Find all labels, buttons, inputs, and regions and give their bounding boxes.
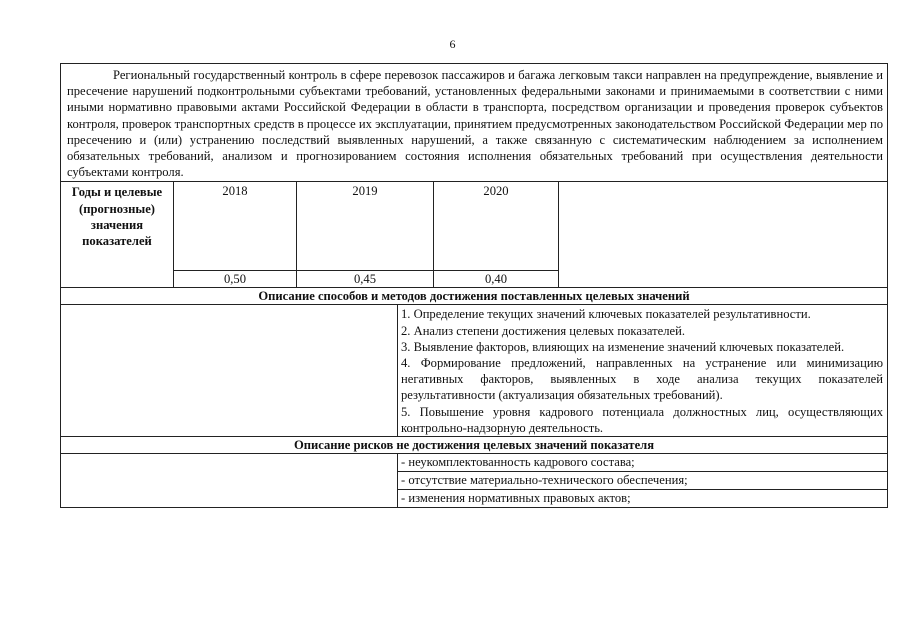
page-number: 6: [449, 37, 456, 51]
methods-row: [61, 305, 887, 437]
document-table: [60, 63, 888, 508]
risk-item: - неукомплектованность кадрового состава;: [398, 454, 887, 472]
target-value-cell: 0,50: [174, 270, 296, 287]
empty-cell: [559, 182, 887, 287]
target-values-row: [61, 182, 887, 288]
method-item: 3. Выявление факторов, влияющих на изменение значений ключевых показателей.: [401, 339, 845, 354]
empty-cell: [61, 305, 398, 436]
methods-heading: Описание способов и методов достижения поставленных целевых значений: [61, 288, 887, 305]
risks-row: [61, 454, 887, 508]
risks-list: [398, 454, 887, 507]
intro-paragraph: Региональный государственный контроль в сфере перевозок пассажиров и багажа легковым такси направлен на предупреждение, выявление и пресечение нарушений подконтрольными субъектами требований, установленных федеральными законами и принимаемыми в соответствии с ними иными нормативно правовыми актами Российской Федерации в области в транспорта, посредством организации и проведения проверок субъектов контроля, проверок транспортных средств в процессе их эксплуатации, принятием предусмотренных законодательством Российской Федерации мер по пресечению и (или) устранению последствий выявленных нарушений, а также связанную с систематическим наблюдением за исполнением обязательных требований, анализом и прогнозированием состояния исполнения обязательных требований при осуществления деятельности субъектами контроля.: [67, 68, 883, 180]
method-item: 2. Анализ степени достижения целевых показателей.: [401, 323, 686, 338]
target-value-cell: 0,40: [434, 270, 558, 287]
year-column-2020: [434, 182, 559, 287]
target-value-cell: 0,45: [297, 270, 433, 287]
year-cell: 2020: [483, 184, 509, 199]
year-column-2018: [174, 182, 297, 287]
year-cell: 2018: [222, 184, 248, 199]
method-item: 5. Повышение уровня кадрового потенциала должностных лиц, осуществляющих контрольно-надзорную деятельность.: [401, 404, 883, 435]
empty-cell: [61, 454, 398, 507]
risks-heading: Описание рисков не достижения целевых значений показателя: [61, 437, 887, 454]
method-item: 4. Формирование предложений, направленных на устранение или минимизацию негативных факторов, выявленных в ходе анализа текущих показателей результативности (актуализация обязательных требований).: [401, 356, 883, 403]
target-values-label: Годы и целевые (прогнозные) значения показателей: [61, 182, 174, 287]
risk-item: - отсутствие материально-технического обеспечения;: [398, 472, 887, 490]
intro-section: [61, 64, 887, 182]
year-column-2019: [297, 182, 434, 287]
risk-item: - изменения нормативных правовых актов;: [401, 491, 631, 506]
year-cell: 2019: [352, 184, 378, 199]
methods-list: [398, 305, 887, 436]
method-item: 1. Определение текущих значений ключевых показателей результативности.: [401, 307, 811, 322]
